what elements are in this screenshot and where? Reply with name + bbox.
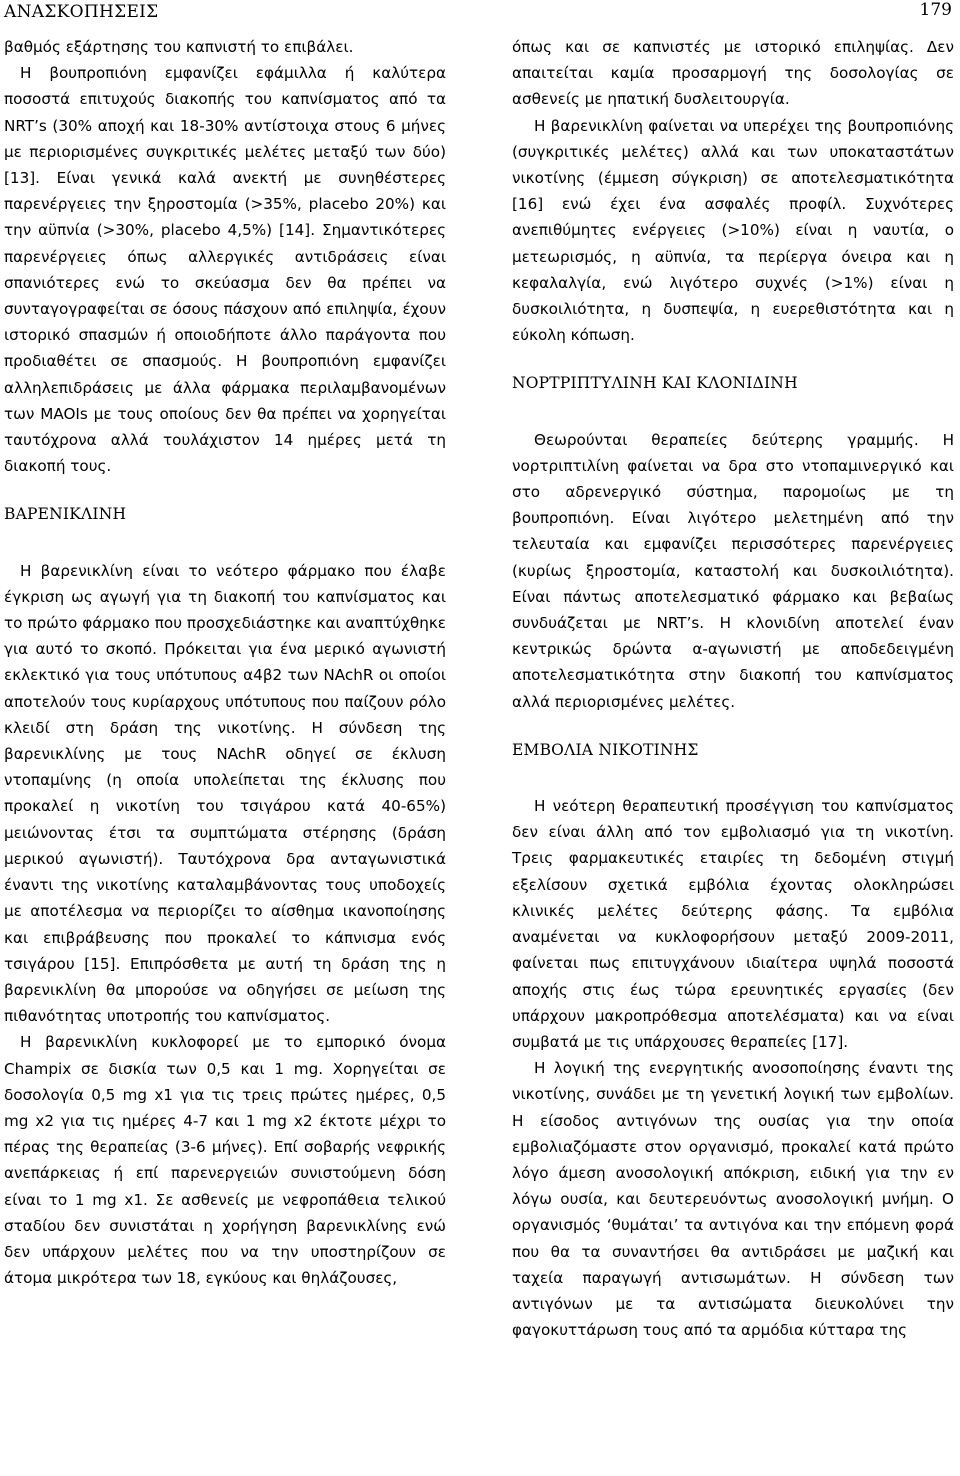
paragraph: Η βαρενικλίνη είναι το νεότερο φάρμακο που έλαβε έγκριση ως αγωγή για τη διακοπή του καπνίσματος και το πρώτο φάρμακο που προσχεδιάστηκε και αναπτύχθηκε για αυτό το σκοπό. Πρόκειται για ένα μερικό αγωνιστή εκλεκτικό για τους υπότυπους α4β2 των NAchR οι οποίοι αποτελούν τους κυρίαρχους υπότυπους που παίζουν ρόλο κλειδί στη δράση της νικοτίνης. Η σύνδεση της βαρενικλίνης με τους NAchR οδηγεί σε έκλυση ντοπαμίνης (η οποία υπολείπεται της έκλυσης που προκαλεί η νικοτίνη του τσιγάρου κατά 40-65%) μειώνοντας έτσι τα συμπτώματα στέρησης (δράση μερικού αγωνιστή). Ταυτόχρονα δρα ανταγωνιστικά έναντι της νικοτίνης καταλαμβάνοντας τους υποδοχείς με αποτέλεσμα να περιορίζει το αίσθημα ικανοποίησης και επιβράβευσης που προκαλεί το κάπνισμα ενός τσιγάρου [15]. Επιπρόσθετα με αυτή τη δράση της η βαρενικλίνη θα μπορούσε να οδηγήσει σε μείωση της πιθανότητας υποτροπής του καπνίσματος. — [4, 561, 446, 1026]
paragraph: όπως και σε καπνιστές με ιστορικό επιληψίας. Δεν απαιτείται καμία προσαρμογή της δοσολογίας σε ασθενείς με ηπατική δυσλειτουργία. — [512, 38, 954, 109]
paragraph: Η βαρενικλίνη κυκλοφορεί με το εμπορικό όνομα Champix σε δισκία των 0,5 και 1 mg. Χορηγείται σε δοσολογία 0,5 mg x1 για τις τρεις πρώτες ημέρες, 0,5 mg x2 για τις ημέρες 4-7 και 1 mg x2 έκτοτε μέχρι το πέρας της θεραπείας (3-6 μήνες). Επί σοβαρής νεφρικής ανεπάρκειας ή επί παρενεργειών συνιστούμενη δόση είναι το 1 mg x1. Σε ασθενείς με νεφροπάθεια τελικού σταδίου δεν συνιστάται η χορήγηση βαρενικλίνης ενώ δεν υπάρχουν μελέτες που να την υποστηρίζουν σε άτομα μικρότερα των 18, εγκύους και θηλάζουσες, — [4, 1033, 446, 1288]
right-column — [512, 34, 954, 1343]
paragraph: Η βουπροπιόνη εμφανίζει εφάμιλλα ή καλύτερα ποσοστά επιτυχούς διακοπής του καπνίσματος από τα NRT’s (30% αποχή και 18-30% αντίστοιχα στους 6 μήνες με περιορισμένες συγκριτικές μελέτες μεταξύ των δύο) [13]. Είναι γενικά καλά ανεκτή με συνηθέστερες παρενέργειες την ξηροστομία (>35%, placebo 20%) και την αϋπνία (>30%, placebo 4,5%) [14]. Σημαντικότερες παρενέργειες όπως αλλεργικές αντιδράσεις είναι σπανιότερες ενώ το σκεύασμα δεν θα πρέπει να συνταγογραφείται σε όσους πάσχουν από επιληψία, έχουν ιστορικό σπασμών ή οποιοδήποτε άλλο παράγοντα που προδιαθέτει σε σπασμούς. Η βουπροπιόνη εμφανίζει αλληλεπιδράσεις με άλλα φάρμακα περιλαμβανομένων των MAOIs με τους οποίους δεν θα πρέπει να χορηγείται ταυτόχρονα αλλά τουλάχιστον 14 ημέρες μετά τη διακοπή τους. — [4, 64, 446, 476]
running-title: ΑΝΑΣΚΟΠΗΣΕΙΣ — [4, 2, 159, 22]
paragraph: Θεωρούνται θεραπείες δεύτερης γραμμής. Η νορτριπτιλίνη φαίνεται να δρα στο ντοπαμινεργικό και στο αδρενεργικό σύστημα, παρομοίως με τη βουπροπιόνη. Είναι λιγότερο μελετημένη από την τελευταία και εμφανίζει περισσότερες παρενέργειες (κυρίως ξηροστομία, καταστολή και δυσκοιλιότητα). Είναι πάντως αποτελεσματικό φάρμακο και βεβαίως συνδυάζεται με NRT’s. Η κλονιδίνη αποτελεί έναν κεντρικώς δρώντα α-αγωνιστή με αποδεδειγμένη αποτελεσματικότητα στην διακοπή του καπνίσματος αλλά περιορισμένες μελέτες. — [512, 430, 954, 711]
paragraph: βαθμός εξάρτησης του καπνιστή το επιβάλει. — [4, 38, 354, 56]
paragraph: Η νεότερη θεραπευτική προσέγγιση του καπνίσματος δεν είναι άλλη από τον εμβολιασμό για τη νικοτίνη. Τρεις φαρμακευτικές εταιρίες τη δεδομένη στιγμή εξελίσουν σχετικά εμβόλια έχοντας ολοκληρώσει κλινικές μελέτες δεύτερης φάσης. Τα εμβόλια αναμένεται να κυκλοφορήσουν μεταξύ 2009-2011, φαίνεται πως επιτυγχάνουν ιδιαίτερα υψηλά ποσοστά αποχής στις έως τώρα ερευνητικές εργασίες (δεν υπάρχουν μακροπρόθεσμα αποτελέσματα) και να είναι συμβατά με τις υπάρχουσες θεραπείες [17]. — [512, 797, 954, 1051]
page-number: 179 — [919, 0, 952, 20]
section-heading-nortriptyline: ΝΟΡΤΡΙΠΤΥΛΙΝΗ ΚΑΙ ΚΛΟΝΙΔΙΝΗ — [512, 374, 798, 393]
paragraph: Η βαρενικλίνη φαίνεται να υπερέχει της βουπροπιόνης (συγκριτικές μελέτες) αλλά και των υποκαταστάτων νικοτίνης (έμμεση σύγκριση) σε αποτελεσματικότητα [16] ενώ έχει ένα ασφαλές προφίλ. Συχνότερες ανεπιθύμητες ενέργειες (>10%) είναι η ναυτία, ο μετεωρισμός, η αϋπνία, τα περίεργα όνειρα και η κεφαλαλγία, ενώ λιγότερο συχνές (>1%) είναι η δυσκοιλιότητα, η δυσπεψία, η ευερεθιστότητα και η εύκολη κόπωση. — [512, 116, 954, 345]
section-heading-varenicline: ΒΑΡΕΝΙΚΛΙΝΗ — [4, 505, 127, 524]
paragraph: Η λογική της ενεργητικής ανοσοποίησης έναντι της νικοτίνης, συνάδει με τη γενετική λογική των εμβολίων. Η είσοδος αντιγόνων της ουσίας για την οποία εμβολιαζόμαστε στον οργανισμό, προκαλεί κατά πρώτο λόγο άμεση ανοσολογική απόκριση, ειδική για την εν λόγω ουσία, και δευτερευόντως ανοσολογική μνήμη. Ο οργανισμός ‘θυμάται’ τα αντιγόνα και την επόμενη φορά που θα τα συναντήσει θα αντιδράσει με μαζική και ταχεία παραγωγή αντισωμάτων. Η σύνδεση των αντιγόνων με τα αντισώματα διευκολύνει την φαγοκυττάρωση τους από τα αρμόδια κύτταρα της — [512, 1059, 954, 1340]
left-column — [4, 34, 446, 1291]
section-heading-vaccines: ΕΜΒΟΛΙΑ ΝΙΚΟΤΙΝΗΣ — [512, 740, 699, 759]
